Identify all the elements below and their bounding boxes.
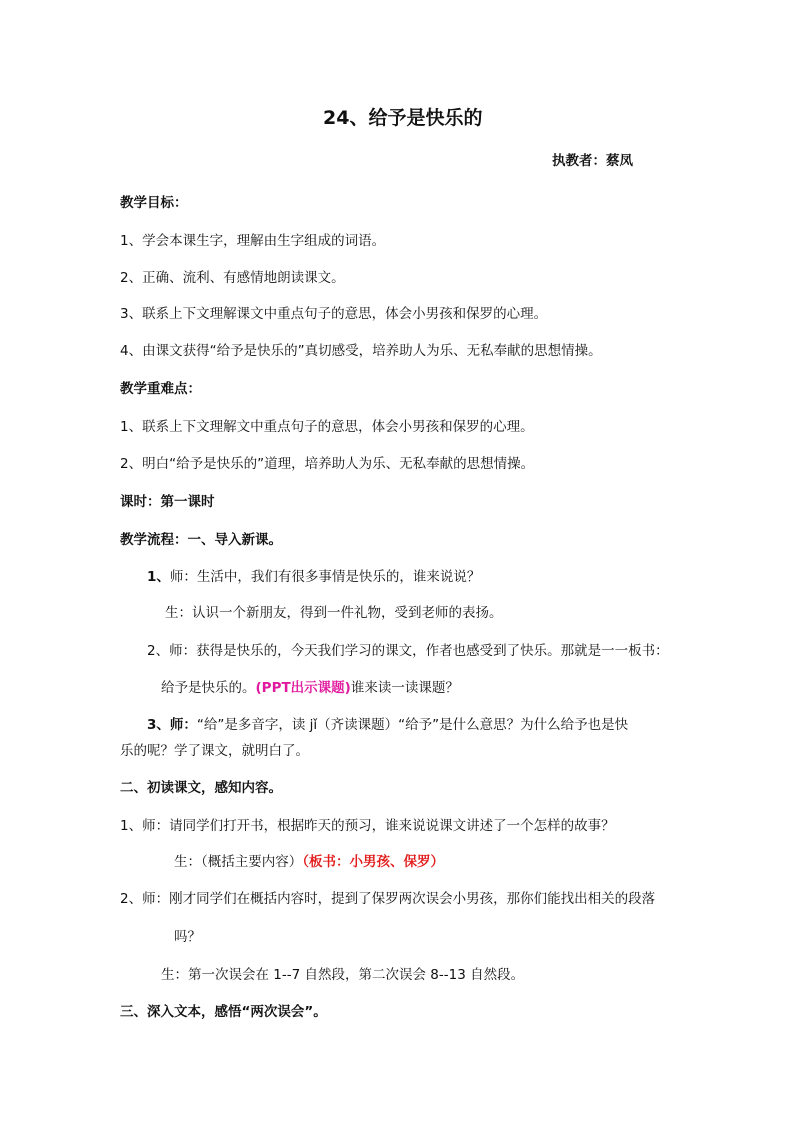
flow-step-2: 2、师：获得是快乐的，今天我们学习的课文，作者也感受到了快乐。那就是一一板书： [147,643,669,659]
section3-heading: 三、深入文本，感悟“两次误会”。 [120,1004,327,1020]
flow-step-2-cont [161,679,459,697]
objective-item: 1、学会本课生字，理解由生字组成的词语。 [120,233,386,249]
step-text: 给予是快乐的。 [161,680,256,696]
step-number: 1、 [147,569,170,585]
key-point-item: 2、明白“给予是快乐的”道理，培养助人为乐、无私奉献的思想情操。 [120,456,535,472]
flow-step-3 [147,716,628,734]
answer-text: 生：（概括主要内容） [174,854,303,870]
key-points-heading: 教学重难点： [120,381,201,397]
objectives-heading: 教学目标： [120,195,188,211]
section2-answer-2: 生：第一次误会在 1--7 自然段，第二次误会 8--13 自然段。 [161,967,525,983]
section2-answer-1 [174,853,444,871]
flow-step-1 [147,568,480,586]
flow-step-1-answer: 生：认识一个新朋友，得到一件礼物，受到老师的表扬。 [165,605,503,621]
key-point-item: 1、联系上下文理解文中重点句子的意思，体会小男孩和保罗的心理。 [120,419,534,435]
flow-step-3-cont: 乐的呢？学了课文，就明白了。 [120,743,309,759]
author-line: 执教者：蔡凤 [552,153,633,169]
step-text: 师：生活中，我们有很多事情是快乐的，谁来说说？ [169,569,481,585]
objective-item: 3、联系上下文理解课文中重点句子的意思，体会小男孩和保罗的心理。 [120,306,548,322]
blackboard-note: （板书：小男孩、保罗） [302,854,444,870]
page-title: 24、给予是快乐的 [323,107,483,129]
objective-item: 2、正确、流利、有感情地朗读课文。 [120,270,345,286]
section2-heading: 二、初读课文，感知内容。 [120,780,282,796]
section2-question-2: 2、师：刚才同学们在概括内容时，提到了保罗两次误会小男孩，那你们能找出相关的段落 [120,891,656,907]
period-line: 课时：第一课时 [120,494,215,510]
step-number: 3、师： [147,717,197,733]
section2-question-1: 1、师：请同学们打开书，根据昨天的预习，谁来说说课文讲述了一个怎样的故事？ [120,818,615,834]
section2-question-2-cont: 吗？ [174,929,201,945]
flow-heading: 教学流程：一、导入新课。 [120,532,282,548]
ppt-note: (PPT出示课题) [255,680,351,696]
step-text: “给”是多音字，读 jǐ（齐读课题）“给予”是什么意思？为什么给予也是快 [196,717,629,733]
step-text: 谁来读一读课题？ [350,680,459,696]
objective-item: 4、由课文获得“给予是快乐的”真切感受，培养助人为乐、无私奉献的思想情操。 [120,343,602,359]
